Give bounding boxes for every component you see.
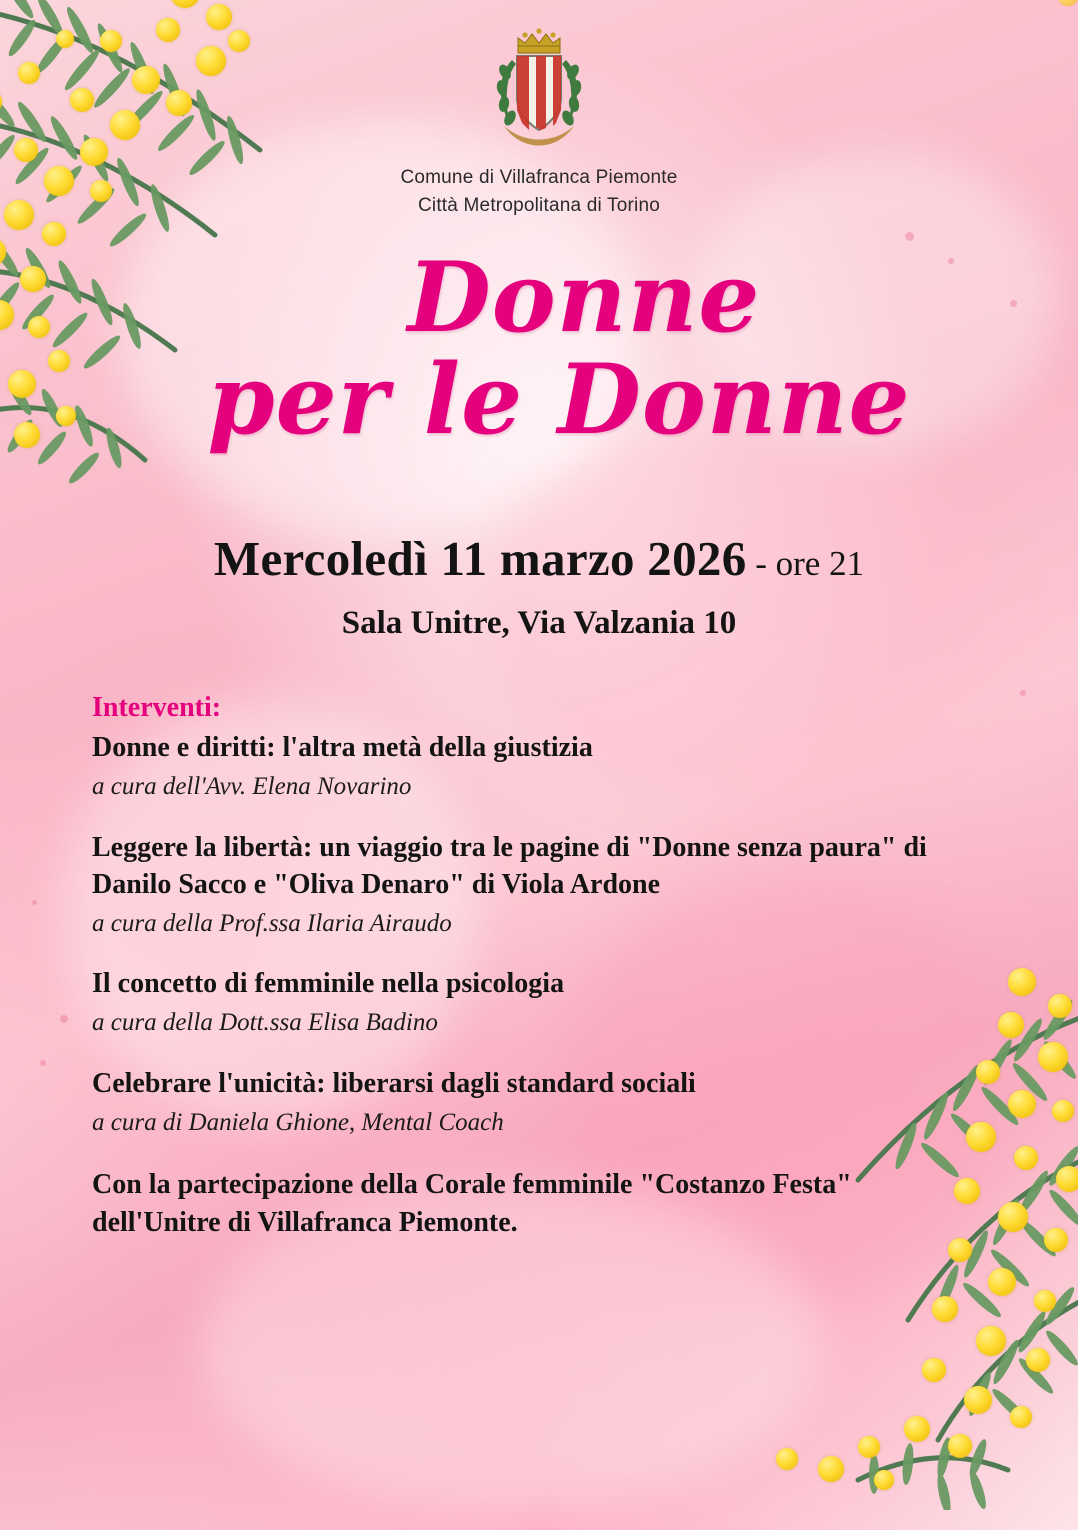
poster-title [0, 241, 1078, 456]
event-time: ore 21 [775, 544, 865, 583]
coat-of-arms-icon [484, 26, 594, 156]
metropolitan-city-name: Città Metropolitana di Torino [417, 194, 661, 216]
municipality-name: Comune di Villafranca Piemonte [400, 167, 678, 188]
municipality-header [0, 26, 1078, 219]
paint-speck [905, 232, 914, 241]
paint-speck [1020, 690, 1026, 696]
program-item-credit: a cura della Dott.ssa Elisa Badino [92, 1009, 438, 1037]
program-item-title: Leggere la libertà: un viaggio tra le pagine di "Donne senza paura" di Danilo Sacco e "Oliva Denaro" di Viola Ardone [92, 831, 927, 900]
program-item-credit: a cura della Prof.ssa Ilaria Airaudo [92, 909, 452, 937]
event-date-line [0, 530, 1078, 587]
program-heading: Interventi: [92, 692, 222, 723]
program-item [92, 966, 952, 1040]
program-item [92, 830, 952, 941]
title-line-1: Donne [407, 241, 761, 354]
date-time-separator: - [755, 544, 767, 583]
event-date: Mercoledì 11 marzo 2026 [213, 531, 747, 586]
program-item-credit: a cura dell'Avv. Elena Novarino [92, 772, 412, 800]
program-item [92, 1066, 952, 1140]
title-line-2: per le Donne [207, 343, 911, 456]
program-section [92, 692, 952, 1243]
program-item [92, 730, 952, 804]
program-item-title: Celebrare l'unicità: liberarsi dagli standard sociali [92, 1068, 696, 1100]
paint-speck [32, 900, 37, 905]
event-venue: Sala Unitre, Via Valzania 10 [341, 605, 737, 641]
paint-speck [60, 1015, 68, 1023]
paint-speck [40, 1060, 46, 1066]
program-item-credit: a cura di Daniela Ghione, Mental Coach [92, 1109, 504, 1137]
program-item-title: Il concetto di femminile nella psicologia [92, 968, 565, 1000]
program-closing-note: Con la partecipazione della Corale femminile "Costanzo Festa" dell'Unitre di Villafranca Piemonte. [92, 1168, 852, 1239]
program-item-title: Donne e diritti: l'altra metà della giustizia [92, 732, 593, 763]
